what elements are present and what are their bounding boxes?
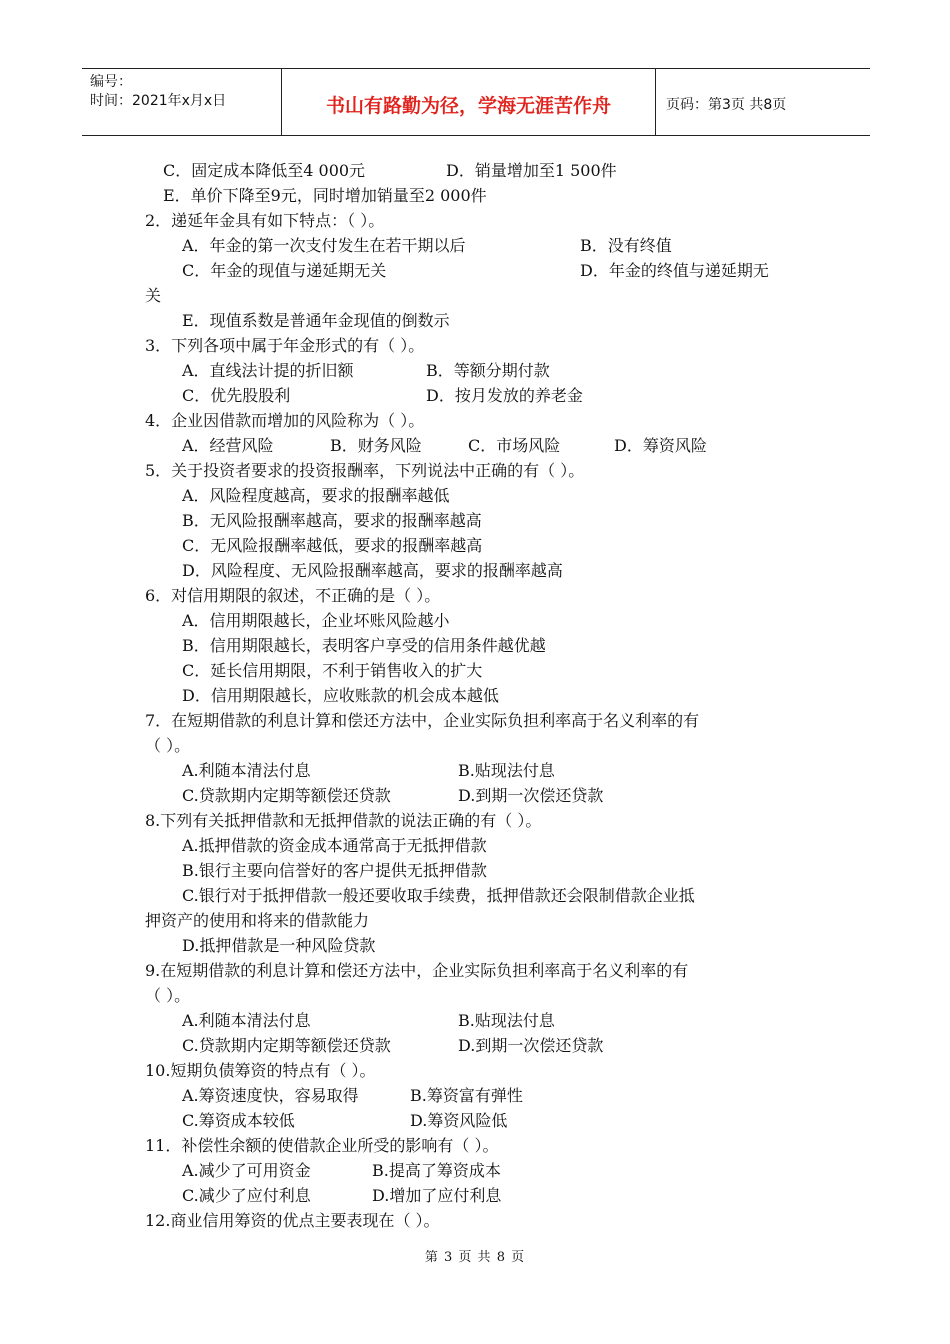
- option-row: [145, 1033, 825, 1058]
- option: A．直线法计提的折旧额: [182, 361, 354, 380]
- option: C．无风险报酬率越低，要求的报酬率越高: [182, 536, 483, 555]
- option: E．现值系数是普通年金现值的倒数示: [182, 311, 450, 330]
- question-7: 7．在短期借款的利息计算和偿还方法中，企业实际负担利率高于名义利率的有: [145, 711, 700, 730]
- question-11: 11．补偿性余额的使借款企业所受的影响有（ ）。: [145, 1136, 499, 1155]
- option: A．经营风险: [182, 436, 274, 455]
- option: D．销量增加至1 500件: [446, 161, 617, 180]
- option: C.筹资成本较低: [182, 1111, 295, 1130]
- page-footer: 第 3 页 共 8 页: [424, 1250, 526, 1265]
- question-6: 6．对信用期限的叙述，不正确的是（ ）。: [145, 586, 441, 605]
- option-row: [145, 1083, 825, 1108]
- option-row: [145, 1158, 825, 1183]
- option-row: [145, 758, 825, 783]
- question-3: 3．下列各项中属于年金形式的有（ ）。: [145, 336, 425, 355]
- option: A.减少了可用资金: [182, 1161, 311, 1180]
- question-8: 8.下列有关抵押借款和无抵押借款的说法正确的有（ ）。: [145, 811, 542, 830]
- question-2: 2．递延年金具有如下特点：（ ）。: [145, 211, 385, 230]
- option: A.利随本清法付息: [182, 761, 311, 780]
- option: A．信用期限越长，企业坏账风险越小: [182, 611, 450, 630]
- number-label: 编号：: [90, 74, 132, 90]
- option: D．年金的终值与递延期无: [580, 261, 769, 280]
- option: D.抵押借款是一种风险贷款: [182, 936, 376, 955]
- option-continuation: 押资产的使用和将来的借款能力: [145, 911, 370, 930]
- document-body: [145, 158, 825, 1233]
- option: C．年金的现值与递延期无关: [182, 261, 387, 280]
- option: B.提高了筹资成本: [372, 1161, 501, 1180]
- option: D.到期一次偿还贷款: [458, 786, 604, 805]
- header-left-cell: [82, 69, 282, 135]
- option: D．按月发放的养老金: [426, 386, 583, 405]
- option: C.减少了应付利息: [182, 1186, 311, 1205]
- question-9-blank: （ ）。: [145, 986, 191, 1005]
- option: C．市场风险: [468, 436, 561, 455]
- option: B.贴现法付息: [458, 1011, 555, 1030]
- option-row: [145, 358, 825, 383]
- option-row: [145, 258, 825, 283]
- option: D.到期一次偿还贷款: [458, 1036, 604, 1055]
- option-row: [145, 1108, 825, 1133]
- option: B．财务风险: [330, 436, 422, 455]
- option: D．筹资风险: [614, 436, 707, 455]
- page-header: [82, 68, 870, 136]
- option: A.抵押借款的资金成本通常高于无抵押借款: [182, 836, 487, 855]
- option: D．风险程度、无风险报酬率越高，要求的报酬率越高: [182, 561, 563, 580]
- option: D.筹资风险低: [410, 1111, 508, 1130]
- option: A．年金的第一次支付发生在若干期以后: [182, 236, 466, 255]
- question-10: 10.短期负债筹资的特点有（ ）。: [145, 1061, 376, 1080]
- option-row: [145, 433, 825, 458]
- option-row: [145, 383, 825, 408]
- header-motto: 书山有路勤为径，学海无涯苦作舟: [282, 69, 656, 135]
- question-12: 12.商业信用筹资的优点主要表现在（ ）。: [145, 1211, 440, 1230]
- question-4: 4．企业因借款而增加的风险称为（ ）。: [145, 411, 425, 430]
- option-continuation: 关: [145, 286, 162, 305]
- option: B.贴现法付息: [458, 761, 555, 780]
- option: C．固定成本降低至4 000元: [163, 161, 366, 180]
- option-row: [145, 1008, 825, 1033]
- option: C．延长信用期限，不利于销售收入的扩大: [182, 661, 483, 680]
- option: B.筹资富有弹性: [410, 1086, 523, 1105]
- question-5: 5．关于投资者要求的投资报酬率，下列说法中正确的有（ ）。: [145, 461, 585, 480]
- header-page-label: 页码：第3页 共8页: [666, 97, 787, 113]
- option: B.银行主要向信誉好的客户提供无抵押借款: [182, 861, 487, 880]
- option: B．信用期限越长，表明客户享受的信用条件越优越: [182, 636, 546, 655]
- option-row: [145, 158, 825, 183]
- question-9: 9.在短期借款的利息计算和偿还方法中，企业实际负担利率高于名义利率的有: [145, 961, 689, 980]
- option-row: [145, 783, 825, 808]
- option: B．没有终值: [580, 236, 672, 255]
- option: D.增加了应付利息: [372, 1186, 502, 1205]
- option: B．无风险报酬率越高，要求的报酬率越高: [182, 511, 482, 530]
- option-row: [145, 1183, 825, 1208]
- option: E．单价下降至9元，同时增加销量至2 000件: [163, 186, 487, 205]
- option-row: [145, 233, 825, 258]
- option: D．信用期限越长，应收账款的机会成本越低: [182, 686, 499, 705]
- option: C.贷款期内定期等额偿还贷款: [182, 786, 391, 805]
- option: B．等额分期付款: [426, 361, 550, 380]
- option: A.筹资速度快，容易取得: [182, 1086, 359, 1105]
- option: C.银行对于抵押借款一般还要收取手续费，抵押借款还会限制借款企业抵: [182, 886, 695, 905]
- option: A.利随本清法付息: [182, 1011, 311, 1030]
- option: A．风险程度越高，要求的报酬率越低: [182, 486, 450, 505]
- question-7-blank: （ ）。: [145, 736, 191, 755]
- option: C．优先股股利: [182, 386, 291, 405]
- date-label: 时间：2021年x月x日: [90, 93, 227, 109]
- option: C.贷款期内定期等额偿还贷款: [182, 1036, 391, 1055]
